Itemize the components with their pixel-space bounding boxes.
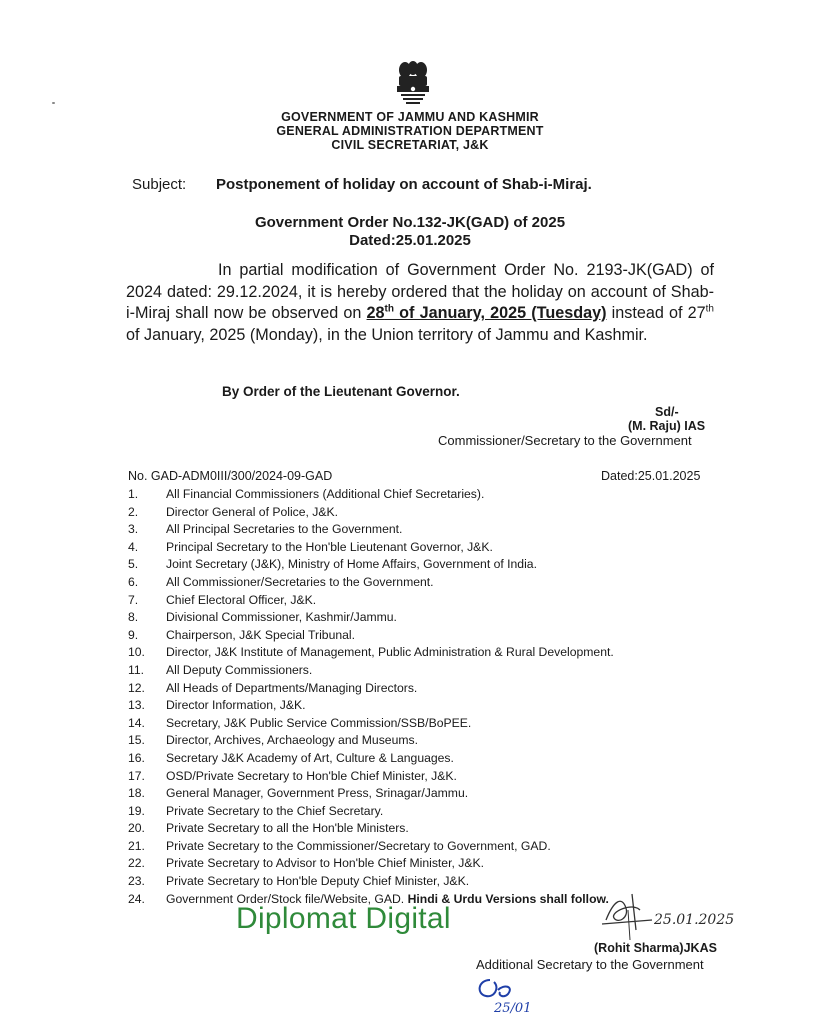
holiday-day-suffix: th — [384, 303, 394, 315]
list-item — [128, 574, 614, 592]
list-item — [128, 521, 614, 539]
order-body — [126, 260, 714, 346]
list-item-text: Private Secretary to all the Hon'ble Ministers. — [166, 821, 409, 836]
second-signatory-name: (Rohit Sharma)JKAS — [594, 941, 717, 955]
list-item-text: Private Secretary to Advisor to Hon'ble Chief Minister, J&K. — [166, 856, 484, 871]
list-item-number: 11. — [128, 662, 145, 677]
list-item-number: 22. — [128, 856, 145, 871]
list-item-text: OSD/Private Secretary to Hon'ble Chief Minister, J&K. — [166, 768, 457, 783]
list-item-number: 10. — [128, 645, 145, 660]
list-item — [128, 627, 614, 645]
list-item-number: 1. — [128, 487, 139, 501]
handwritten-date: 25.01.2025 — [654, 912, 735, 928]
list-item-text: Director, J&K Institute of Management, Public Administration & Rural Development. — [166, 645, 614, 660]
list-item-number: 13. — [128, 698, 145, 713]
list-item-number: 24. — [128, 891, 145, 906]
reference-date: Dated:25.01.2025 — [601, 469, 701, 483]
distribution-list — [128, 486, 614, 908]
list-item-text: Secretary, J&K Public Service Commission/SSB/BoPEE. — [166, 715, 472, 730]
list-item-text: Director, Archives, Archaeology and Museums. — [166, 733, 418, 748]
holiday-date-highlight — [367, 304, 607, 322]
list-item-number: 9. — [128, 627, 139, 642]
order-number: Government Order No.132-JK(GAD) of 2025 — [254, 214, 566, 231]
state-emblem-icon — [393, 60, 433, 106]
list-item-text: Secretary J&K Academy of Art, Culture & Languages. — [166, 750, 454, 765]
original-day-suffix: th — [705, 303, 714, 315]
list-item-note: Hindi & Urdu Versions shall follow. — [407, 891, 609, 906]
list-item-text: All Deputy Commissioners. — [166, 662, 313, 677]
list-item-text: Joint Secretary (J&K), Ministry of Home Affairs, Government of India. — [166, 557, 537, 572]
list-item-number: 18. — [128, 786, 145, 801]
body-part1: In partial modification of Government Order No. 2193-JK(GAD) of 2024 dated: 29.12.2024, it is hereby ordered that the holiday on account of Shab-i-Miraj shall now be observed on — [126, 261, 714, 322]
list-item — [128, 697, 614, 715]
list-item-text: Private Secretary to Hon'ble Deputy Chief Minister, J&K. — [166, 874, 470, 889]
list-item-number: 19. — [128, 803, 145, 818]
header-secretariat: CIVIL SECRETARIAT, J&K — [331, 138, 489, 152]
list-item-number: 23. — [128, 874, 145, 889]
list-item-text: General Manager, Government Press, Srinagar/Jammu. — [166, 786, 469, 801]
subject-label: Subject: — [132, 176, 187, 193]
list-item — [128, 662, 614, 680]
scan-speck — [52, 102, 55, 104]
list-item — [128, 715, 614, 733]
list-item — [128, 644, 614, 662]
list-item-text: Chief Electoral Officer, J&K. — [166, 592, 317, 607]
list-item-number: 6. — [128, 574, 139, 589]
list-item — [128, 609, 614, 627]
list-item-text: All Commissioner/Secretaries to the Government. — [166, 574, 434, 589]
holiday-month: of January, 2025 (Tuesday) — [394, 304, 607, 322]
by-order-line: By Order of the Lieutenant Governor. — [222, 384, 460, 399]
list-item — [128, 486, 614, 504]
list-item — [128, 820, 614, 838]
list-item — [128, 873, 614, 891]
list-item-number: 20. — [128, 821, 145, 836]
list-item-text: All Principal Secretaries to the Government. — [166, 522, 403, 537]
list-item — [128, 556, 614, 574]
watermark: Diplomat Digital — [236, 902, 451, 935]
list-item-number: 14. — [128, 715, 145, 730]
list-item-text: Private Secretary to the Commissioner/Secretary to Government, GAD. — [166, 838, 551, 853]
list-item-number: 12. — [128, 680, 145, 695]
subject-text: Postponement of holiday on account of Shab-i-Miraj. — [216, 176, 592, 193]
list-item-number: 4. — [128, 539, 139, 554]
list-item-number: 16. — [128, 750, 145, 765]
list-item-number: 17. — [128, 768, 145, 783]
list-item — [128, 838, 614, 856]
list-item-number: 15. — [128, 733, 145, 748]
signatory-name: (M. Raju) IAS — [628, 419, 706, 433]
header-government: GOVERNMENT OF JAMMU AND KASHMIR — [281, 110, 539, 124]
list-item — [128, 785, 614, 803]
list-item-text: Director Information, J&K. — [166, 698, 306, 713]
order-date: Dated:25.01.2025 — [349, 232, 471, 249]
list-item — [128, 732, 614, 750]
list-item-number: 5. — [128, 557, 139, 572]
reference-number: No. GAD-ADM0III/300/2024-09-GAD — [128, 469, 333, 483]
second-signatory-designation: Additional Secretary to the Government — [476, 957, 704, 972]
list-item-number: 7. — [128, 592, 139, 607]
list-item-text: All Heads of Departments/Managing Directors. — [166, 680, 418, 695]
list-item-number: 8. — [128, 610, 139, 625]
list-item — [128, 803, 614, 821]
list-item — [128, 750, 614, 768]
ink-initials — [470, 968, 550, 1016]
initials-date: 25/01 — [494, 1001, 532, 1016]
list-item — [128, 855, 614, 873]
signed-mark: Sd/- — [655, 405, 679, 419]
list-item-number: 3. — [128, 522, 139, 537]
signatory-designation: Commissioner/Secretary to the Government — [438, 433, 692, 448]
list-item-text: All Financial Commissioners (Additional Chief Secretaries). — [166, 487, 485, 501]
list-item — [128, 504, 614, 522]
list-item-text: Divisional Commissioner, Kashmir/Jammu. — [166, 610, 397, 625]
list-item — [128, 539, 614, 557]
list-item-text: Chairperson, J&K Special Tribunal. — [166, 627, 356, 642]
list-item-number: 21. — [128, 838, 145, 853]
list-item — [128, 592, 614, 610]
list-item — [128, 768, 614, 786]
list-item — [128, 680, 614, 698]
list-item-text: Director General of Police, J&K. — [166, 504, 339, 519]
list-item-number: 2. — [128, 504, 139, 519]
body-part2: instead of 27 — [606, 304, 706, 322]
header-department: GENERAL ADMINISTRATION DEPARTMENT — [276, 124, 544, 138]
list-item-text: Principal Secretary to the Hon'ble Lieutenant Governor, J&K. — [166, 539, 493, 554]
holiday-day: 28 — [366, 304, 385, 322]
list-item-text: Private Secretary to the Chief Secretary. — [166, 803, 384, 818]
body-part3: of January, 2025 (Monday), in the Union territory of Jammu and Kashmir. — [126, 325, 648, 344]
list-item-text: Government Order/Stock file/Website, GAD. — [166, 891, 408, 906]
